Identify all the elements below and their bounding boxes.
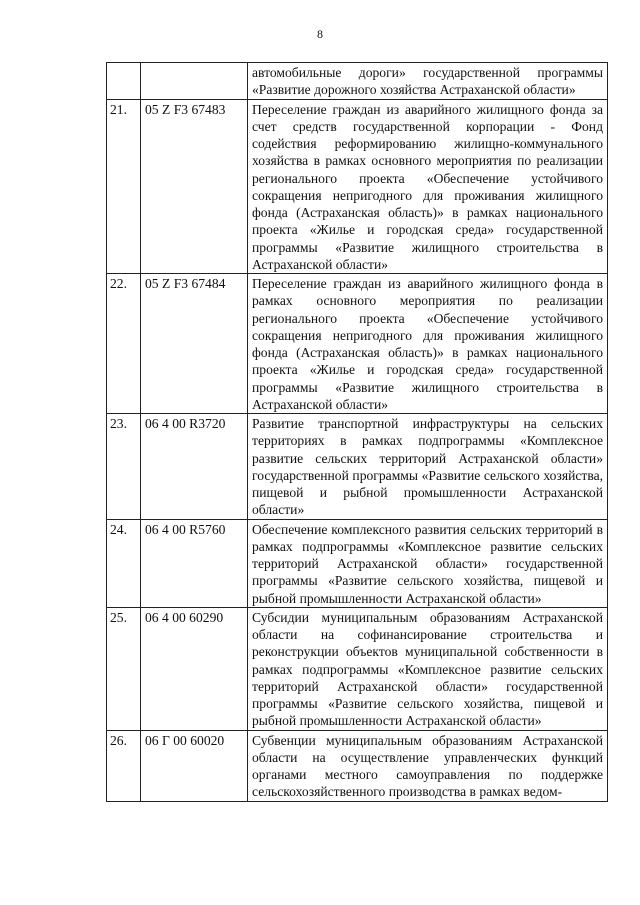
- row-number-cell: 25.: [107, 607, 141, 730]
- row-number-cell: 22.: [107, 274, 141, 414]
- description-cell: Развитие транспортной инфраструктуры на сельских территориях в рамках подпрограммы «Комплексное развитие сельских территорий Астраханской области» государственной программы «Развитие сельского хозяйства, пищевой и рыбной промышленности Астраханской области»: [248, 414, 608, 520]
- description-cell: Субвенции муниципальным образованиям Астраханской области на осуществление управленческих функций органами местного самоуправления по поддержке сельскохозяйственного производства в рамках ведом-: [248, 730, 608, 801]
- description-cell: Субсидии муниципальным образованиям Астраханской области на софинансирование строительства и реконструкции объектов муниципальной собственности в рамках подпрограммы «Комплексное развитие сельских территорий Астраханской области» государственной программы «Развитие сельского хозяйства, пищевой и рыбной промышленности Астраханской области»: [248, 607, 608, 730]
- description-cell: Обеспечение комплексного развития сельских территорий в рамках подпрограммы «Комплексное развитие сельских территорий Астраханской области» государственной программы «Развитие сельского хозяйства, пищевой и рыбной промышленности Астраханской области»: [248, 519, 608, 607]
- classification-code-cell: 06 Г 00 60020: [141, 730, 248, 801]
- row-number-cell: 24.: [107, 519, 141, 607]
- description-cell: автомобильные дороги» государственной программы «Развитие дорожного хозяйства Астраханской области»: [248, 63, 608, 100]
- classification-code-cell: [141, 63, 248, 100]
- table-row: [107, 730, 608, 801]
- description-cell: Переселение граждан из аварийного жилищного фонда в рамках основного мероприятия по реализации регионального проекта «Обеспечение устойчивого сокращения непригодного для проживания жилищного фонда (Астраханская область)» в рамках национального проекта «Жилье и городская среда» государственной программы «Развитие жилищного строительства в Астраханской области»: [248, 274, 608, 414]
- classification-code-cell: 06 4 00 60290: [141, 607, 248, 730]
- table-row: [107, 63, 608, 100]
- table-row: [107, 99, 608, 274]
- table-row: [107, 414, 608, 520]
- row-number-cell: [107, 63, 141, 100]
- table-row: [107, 607, 608, 730]
- classification-code-cell: 06 4 00 R3720: [141, 414, 248, 520]
- classification-code-cell: 05 Z F3 67484: [141, 274, 248, 414]
- description-cell: Переселение граждан из аварийного жилищного фонда за счет средств государственной корпорации - Фонд содействия реформированию жилищно-коммунального хозяйства в рамках основного мероприятия по реализации регионального проекта «Обеспечение устойчивого сокращения непригодного для проживания жилищного фонда (Астраханская область)» в рамках национального проекта «Жилье и городская среда» государственной программы «Развитие жилищного строительства в Астраханской области»: [248, 99, 608, 274]
- row-number-cell: 21.: [107, 99, 141, 274]
- table-row: [107, 519, 608, 607]
- classification-code-cell: 06 4 00 R5760: [141, 519, 248, 607]
- classification-code-cell: 05 Z F3 67483: [141, 99, 248, 274]
- table-row: [107, 274, 608, 414]
- row-number-cell: 26.: [107, 730, 141, 801]
- page-number: 8: [317, 27, 323, 41]
- row-number-cell: 23.: [107, 414, 141, 520]
- budget-classification-table: [106, 62, 608, 802]
